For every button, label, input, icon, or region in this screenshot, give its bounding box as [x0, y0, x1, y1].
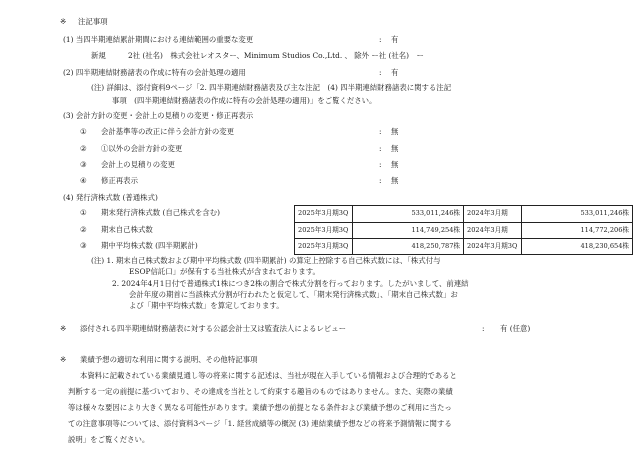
shares-row2-value2: 114,772,206株 [522, 223, 633, 239]
item4-note1-line1: (注) 1. 期末自己株式数および期中平均株式数 (四半期累計) の算定上控除する自己株式数には、「株式付与 [91, 256, 441, 265]
forecast-line3: 等は様々な要因により大きく異なる可能性があります。業績予想の前提となる条件および業績予想のご利用に当たっ [68, 403, 452, 412]
shares-row3-value2: 418,230,654株 [522, 239, 633, 255]
item3-label: (3) 会計方針の変更・会計上の見積りの変更・修正再表示 [63, 111, 254, 120]
item2-colon: : [379, 68, 382, 77]
shares-row2-value1: 114,749,254株 [353, 223, 464, 239]
shares-row1-value2: 533,011,246株 [522, 206, 633, 223]
forecast-line4: ての注意事項等については、添付資料3ページ「1. 経営成績等の概況 (3) 連結業績予想などの将来予測情報に関する [68, 419, 452, 428]
item4-row1-num: ① [80, 208, 87, 217]
table-row [295, 206, 633, 223]
review-mark: ※ [60, 324, 67, 333]
item3-row1-text: 会計基準等の改正に伴う会計方針の変更 [101, 127, 235, 136]
item4-note2-line1: 2. 2024年4月1日付で普通株式1株につき2株の割合で株式分割を行っております。したがいまして、前連結 [112, 279, 469, 288]
item3-row4-text: 修正再表示 [101, 176, 138, 185]
forecast-line2: 判断する一定の前提に基づいており、その達成を当社として約束する趣旨のものではありません。また、実際の業績 [68, 387, 453, 396]
item3-row2-colon: : [379, 144, 382, 153]
item1-answer: 有 [391, 35, 399, 44]
shares-row2-period2: 2024年3月期 [464, 223, 522, 239]
shares-row3-period2: 2024年3月期3Q [464, 239, 522, 255]
item3-row4-num: ④ [80, 176, 87, 185]
item1-detail: 新規 2社 (社名) 株式会社レオスター、Minimum Studios Co.,Ltd. 、 除外 ー社 (社名) ー [91, 51, 424, 60]
item2-label: (2) 四半期連結財務諸表の作成に特有の会計処理の適用 [63, 68, 246, 77]
item3-row1-num: ① [80, 127, 87, 136]
item1-colon: : [379, 35, 382, 44]
item3-row2-num: ② [80, 144, 87, 153]
notes-title: 注記事項 [78, 17, 108, 26]
shares-row1-period1: 2025年3月期3Q [295, 206, 353, 223]
shares-row3-period1: 2025年3月期3Q [295, 239, 353, 255]
table-row [295, 239, 633, 255]
forecast-line5: 説明」をご覧ください。 [68, 435, 150, 444]
shares-row3-value1: 418,250,787株 [353, 239, 464, 255]
item3-row2-text: ①以外の会計方針の変更 [101, 144, 183, 153]
item4-row2-num: ② [80, 225, 87, 234]
shares-row1-value1: 533,011,246株 [353, 206, 464, 223]
item4-note2-line2: 会計年度の期首に当該株式分割が行われたと仮定して、「期末発行済株式数」、「期末自己株式数」お [129, 290, 458, 299]
item3-row1-answer: 無 [391, 127, 399, 136]
item4-note1-line2: ESOP信託口」が保有する当社株式が含まれております。 [129, 267, 320, 276]
item4-label: (4) 発行済株式数 (普通株式) [63, 193, 158, 202]
item2-note-line1: (注) 詳細は、添付資料9ページ「2. 四半期連結財務諸表及び主な注記 (4) 四半期連結財務諸表に関する注記 [91, 83, 452, 92]
table-row [295, 223, 633, 239]
item4-row3-text: 期中平均株式数 (四半期累計) [101, 241, 198, 250]
item3-row1-colon: : [379, 127, 382, 136]
notes-mark: ※ [60, 17, 67, 26]
item3-row2-answer: 無 [391, 144, 399, 153]
review-colon: : [482, 324, 485, 333]
shares-row1-period2: 2024年3月期 [464, 206, 522, 223]
item4-note2-line3: よび「期中平均株式数」を算定しております。 [129, 301, 284, 310]
review-label: 添付される四半期連結財務諸表に対する公認会計士又は監査法人によるレビュー [80, 324, 347, 333]
forecast-mark: ※ [60, 355, 67, 364]
forecast-title: 業績予想の適切な利用に関する説明、その他特記事項 [80, 355, 258, 364]
item3-row4-answer: 無 [391, 176, 399, 185]
item2-answer: 有 [391, 68, 399, 77]
item3-row3-answer: 無 [391, 160, 399, 169]
item2-note-line2: 事項 (四半期連結財務諸表の作成に特有の会計処理の適用)」をご覧ください。 [112, 96, 377, 105]
item3-row4-colon: : [379, 176, 382, 185]
item3-row3-text: 会計上の見積りの変更 [101, 160, 175, 169]
item4-row2-text: 期末自己株式数 [101, 225, 153, 234]
item1-label: (1) 当四半期連結累計期間における連結範囲の重要な変更 [63, 35, 254, 44]
item4-row3-num: ③ [80, 241, 87, 250]
item3-row3-num: ③ [80, 160, 87, 169]
review-answer: 有 (任意) [500, 324, 531, 333]
item3-row3-colon: : [379, 160, 382, 169]
forecast-line1: 本資料に記載されている業績見通し等の将来に関する記述は、当社が現在入手している情報および合理的であると [80, 371, 457, 380]
shares-table [294, 205, 633, 255]
shares-row2-period1: 2025年3月期3Q [295, 223, 353, 239]
item4-row1-text: 期末発行済株式数 (自己株式を含む) [101, 208, 220, 217]
